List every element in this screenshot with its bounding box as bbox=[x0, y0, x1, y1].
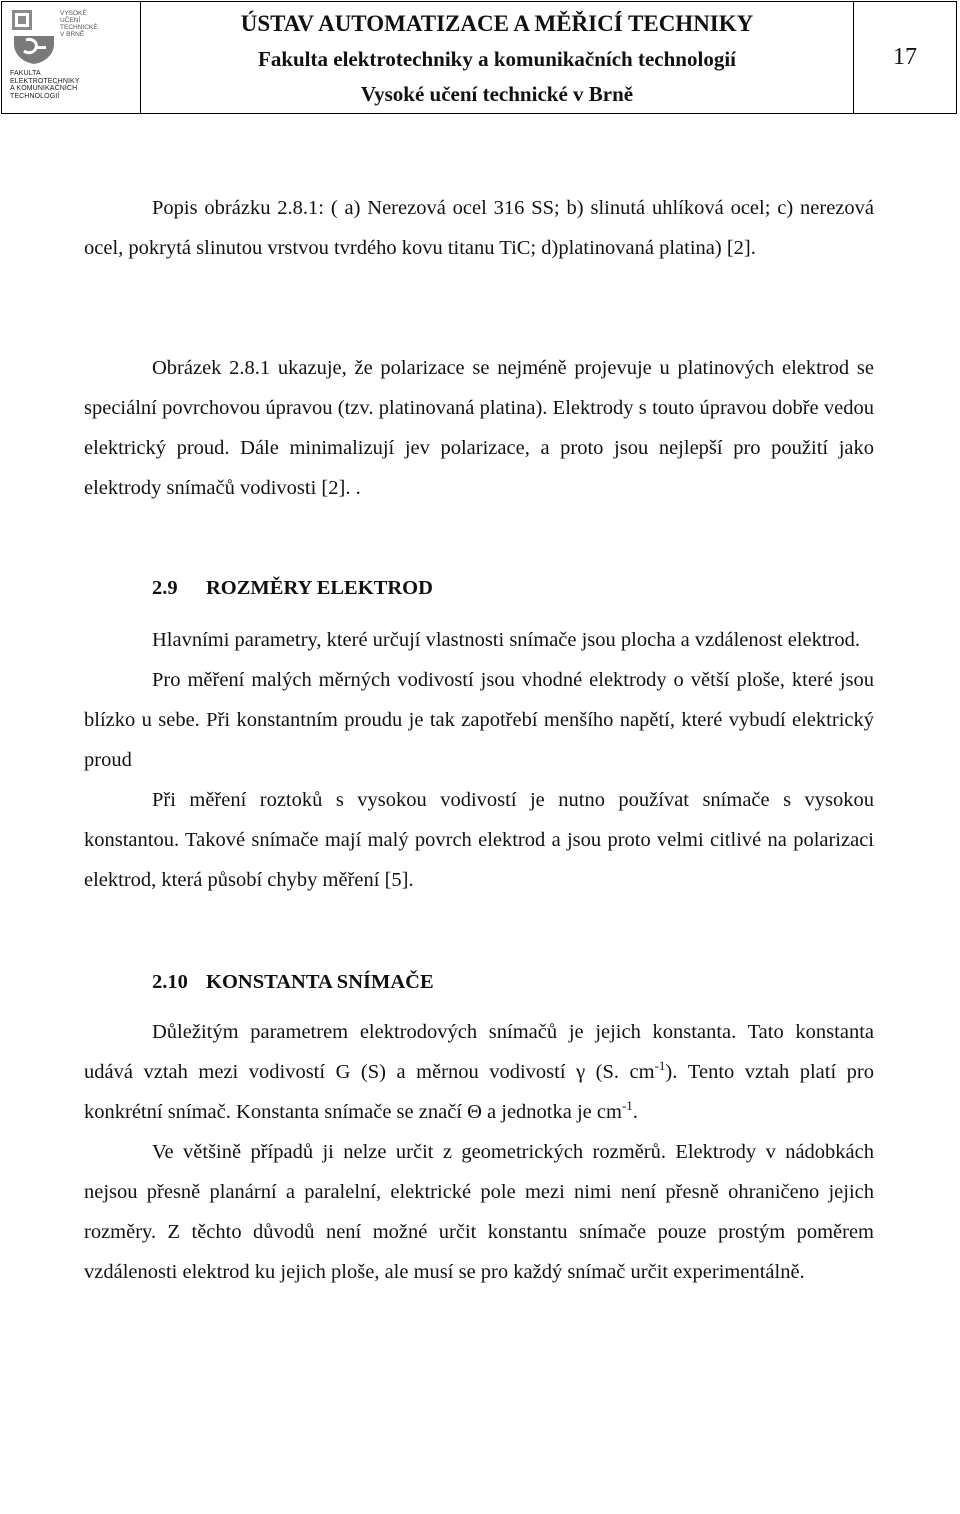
header-title-block bbox=[141, 2, 854, 113]
superscript: -1 bbox=[654, 1058, 666, 1074]
superscript: -1 bbox=[621, 1098, 633, 1114]
paragraph: Ve většině případů ji nelze určit z geometrických rozměrů. Elektrody v nádobkách nejsou přesně planární a paralelní, elektrické pole mezi nimi není přesně ohraničeno jejich rozměry. Z těchto důvodů není možné určit konstantu snímače pouze prostým poměrem vzdálenosti elektrod ku jejich ploše, ale musí se pro každý snímač určit experimentálně. bbox=[84, 1141, 874, 1283]
logo-text-line: FAKULTA bbox=[10, 70, 41, 77]
university-name bbox=[60, 10, 98, 38]
logo-text-line: TECHNICKÉ bbox=[60, 24, 98, 31]
section-heading bbox=[84, 962, 874, 1002]
text-run: ). Tento vztah platí pro konkrétní snímač. Konstanta snímače se značí Θ a jednotka je cm bbox=[84, 1061, 874, 1123]
logo-text-line: ELEKTROTECHNIKY bbox=[10, 77, 80, 85]
institute-title: ÚSTAV AUTOMATIZACE A MĚŘICÍ TECHNIKY bbox=[240, 11, 754, 36]
section-number: 2.10 bbox=[152, 971, 188, 993]
faculty-title: Fakulta elektrotechniky a komunikačních technologií bbox=[258, 47, 736, 71]
paragraph: Hlavními parametry, které určují vlastnosti snímače jsou plocha a vzdálenost elektrod. bbox=[152, 629, 860, 651]
logo-text-line: TECHNOLOGIÍ bbox=[10, 92, 60, 100]
faculty-name bbox=[10, 70, 80, 100]
text-run: Důležitým parametrem elektrodových snímačů je jejich konstanta. Tato konstanta udává vztah mezi vodivostí G (S) a měrnou vodivostí γ (S. cm bbox=[84, 1021, 874, 1083]
section-number: 2.9 bbox=[152, 577, 178, 599]
document-body bbox=[84, 188, 874, 1292]
paragraph: Pro měření malých měrných vodivostí jsou vhodné elektrody o větší ploše, které jsou blízko u sebe. Při konstantním proudu je tak zapotřebí menšího napětí, které vybudí elektrický proud bbox=[84, 669, 874, 771]
text-run: . bbox=[632, 1101, 638, 1123]
faculty-logo bbox=[2, 2, 141, 113]
paragraph: Obrázek 2.8.1 ukazuje, že polarizace se nejméně projevuje u platinových elektrod se speciální povrchovou úpravou (tzv. platinovaná platina). Elektrody s touto úpravou dobře vedou elektrický proud. Dále minimalizují jev polarizace, a proto jsou nejlepší pro použití jako elektrody snímačů vodivosti [2]. . bbox=[84, 357, 874, 499]
paragraph: Při měření roztoků s vysokou vodivostí je nutno používat snímače s vysokou konstantou. Takové snímače mají malý povrch elektrod a jsou proto velmi citlivé na polarizaci elektrod, která působí chyby měření [5]. bbox=[84, 789, 874, 891]
section-title: ROZMĚRY ELEKTROD bbox=[206, 577, 433, 599]
logo-text-line: VYSOKÉ bbox=[60, 10, 87, 17]
page-number: 17 bbox=[893, 44, 917, 70]
university-logo-icon bbox=[10, 8, 58, 66]
logo-text-line: A KOMUNIKAČNÍCH bbox=[10, 85, 78, 92]
section-title: KONSTANTA SNÍMAČE bbox=[206, 971, 434, 993]
logo-text-line: V BRNĚ bbox=[60, 31, 85, 38]
logo-text-line: UČENÍ bbox=[60, 17, 81, 24]
figure-caption: Popis obrázku 2.8.1: ( a) Nerezová ocel 316 SS; b) slinutá uhlíková ocel; c) nerezová ocel, pokrytá slinutou vrstvou tvrdého kovu titanu TiC; d)platinovaná platina) [2]. bbox=[84, 197, 874, 259]
section-heading bbox=[84, 568, 874, 608]
page-header bbox=[1, 1, 957, 114]
paragraph bbox=[84, 1012, 874, 1132]
university-title: Vysoké učení technické v Brně bbox=[360, 82, 634, 106]
